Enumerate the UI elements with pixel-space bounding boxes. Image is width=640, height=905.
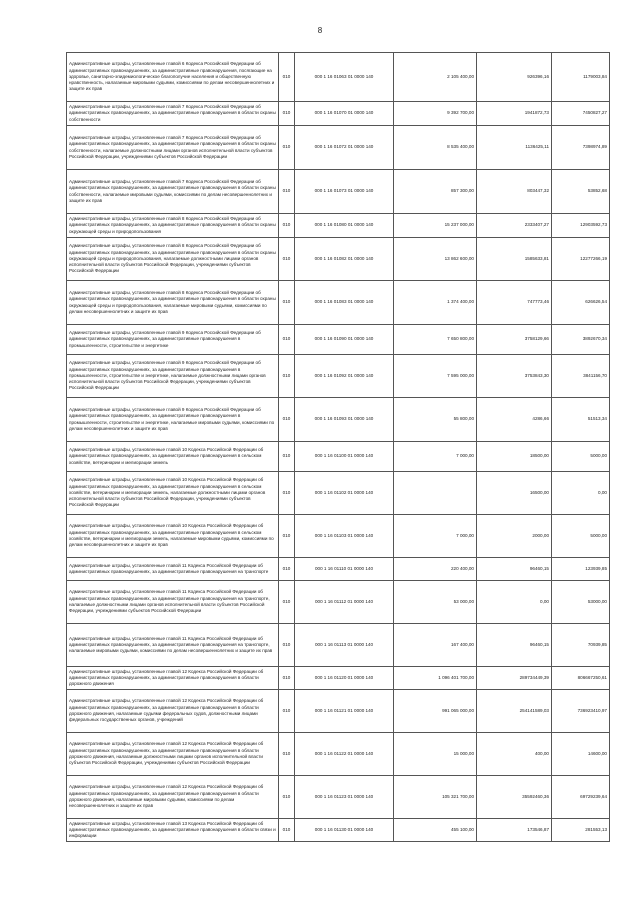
- row-classification-code: 000 1 16 01083 01 0000 140: [295, 281, 394, 325]
- row-line-code: 010: [279, 624, 295, 667]
- row-approved-amount: 53 000,00: [394, 581, 477, 624]
- row-description: Административные штрафы, установленные главой 10 Кодекса Российской Федерации об административных правонарушениях, за административные правонарушения в сельском хозяйстве, ветеринарии и мелиорации земель, налагаемые мировыми судьями, комиссиями по делам несовершеннолетних и защите их прав: [67, 515, 279, 558]
- table-row: [67, 558, 610, 581]
- row-description: Административные штрафы, установленные главой 9 Кодекса Российской Федерации об административных правонарушениях, за административные правонарушения в промышленности, строительстве и энергетике, налагаемые должностными лицами органов исполнительной власти субъектов Российской Федерации, учреждениями субъектов Российской Федерации: [67, 355, 279, 398]
- row-line-code: 010: [279, 558, 295, 581]
- table-row: [67, 442, 610, 472]
- table-row: [67, 472, 610, 515]
- row-classification-code: 000 1 16 01073 01 0000 140: [295, 170, 394, 214]
- row-unexecuted-amount: 806667250,61: [552, 667, 610, 690]
- row-classification-code: 000 1 16 01103 01 0000 140: [295, 515, 394, 558]
- row-unexecuted-amount: 7398974,89: [552, 126, 610, 170]
- table-row: [67, 819, 610, 842]
- row-description: Административные штрафы, установленные главой 11 Кодекса Российской Федерации об административных правонарушениях, за административные правонарушения на транспорте, налагаемые должностными лицами органов исполнительной власти субъектов Российской Федерации, учреждениями субъектов Российской Федерации: [67, 581, 279, 624]
- row-description: Административные штрафы, установленные главой 10 Кодекса Российской Федерации об административных правонарушениях, за административные правонарушения в сельском хозяйстве, ветеринарии и мелиорации земель, налагаемые должностными лицами органов исполнительной власти субъектов Российской Федерации, учреждениями субъектов Российской Федерации: [67, 472, 279, 515]
- table-row: [67, 325, 610, 355]
- row-classification-code: 000 1 16 01093 01 0000 140: [295, 398, 394, 442]
- row-executed-amount: 18500,00: [477, 442, 552, 472]
- row-unexecuted-amount: 53000,00: [552, 581, 610, 624]
- row-executed-amount: 16500,00: [477, 472, 552, 515]
- row-approved-amount: 13 862 600,00: [394, 238, 477, 281]
- row-line-code: 010: [279, 690, 295, 733]
- row-unexecuted-amount: 51513,34: [552, 398, 610, 442]
- row-approved-amount: 7 595 000,00: [394, 355, 477, 398]
- row-line-code: 010: [279, 102, 295, 126]
- row-approved-amount: 105 321 700,00: [394, 776, 477, 819]
- row-executed-amount: 3758129,66: [477, 325, 552, 355]
- row-approved-amount: 1 096 401 700,00: [394, 667, 477, 690]
- table-row: [67, 667, 610, 690]
- row-executed-amount: 3753843,30: [477, 355, 552, 398]
- row-classification-code: 000 1 16 01072 01 0000 140: [295, 126, 394, 170]
- row-classification-code: 000 1 16 01120 01 0000 140: [295, 667, 394, 690]
- row-unexecuted-amount: 3892670,34: [552, 325, 610, 355]
- row-approved-amount: 2 105 400,00: [394, 53, 477, 102]
- row-approved-amount: 15 237 000,00: [394, 214, 477, 238]
- table-row: [67, 355, 610, 398]
- row-line-code: 010: [279, 776, 295, 819]
- row-description: Административные штрафы, установленные главой 11 Кодекса Российской Федерации об административных правонарушениях, за административные правонарушения на транспорте, налагаемые мировыми судьями, комиссиями по делам несовершеннолетних и защите их прав: [67, 624, 279, 667]
- row-executed-amount: 254141589,03: [477, 690, 552, 733]
- row-approved-amount: 857 300,00: [394, 170, 477, 214]
- row-unexecuted-amount: 7450827,27: [552, 102, 610, 126]
- row-description: Административные штрафы, установленные главой 12 Кодекса Российской Федерации об административных правонарушениях, за административные правонарушения в области дорожного движения, налагаемые должностными лицами органов исполнительной власти субъектов Российской Федерации, учреждениями субъектов Российской Федерации: [67, 733, 279, 776]
- row-description: Административные штрафы, установленные главой 12 Кодекса Российской Федерации об административных правонарушениях, за административные правонарушения в области дорожного движения, налагаемые судьями федеральных судов, должностными лицами федеральных государственных органов, учреждений: [67, 690, 279, 733]
- row-unexecuted-amount: 281553,13: [552, 819, 610, 842]
- row-classification-code: 000 1 16 01130 01 0000 140: [295, 819, 394, 842]
- row-line-code: 010: [279, 733, 295, 776]
- row-description: Административные штрафы, установленные главой 7 Кодекса Российской Федерации об административных правонарушениях, за административные правонарушения в области охраны собственности: [67, 102, 279, 126]
- revenue-table: [66, 52, 610, 842]
- row-description: Административные штрафы, установленные главой 12 Кодекса Российской Федерации об административных правонарушениях, за административные правонарушения в области дорожного движения: [67, 667, 279, 690]
- table-row: [67, 515, 610, 558]
- row-classification-code: 000 1 16 01102 01 0000 140: [295, 472, 394, 515]
- row-line-code: 010: [279, 355, 295, 398]
- row-approved-amount: 55 800,00: [394, 398, 477, 442]
- row-description: Административные штрафы, установленные главой 8 Кодекса Российской Федерации об административных правонарушениях, за административные правонарушения в области охраны окружающей среды и природопользования, налагаемые мировыми судьями, комиссиями по делам несовершеннолетних и защите их прав: [67, 281, 279, 325]
- row-line-code: 010: [279, 398, 295, 442]
- row-description: Административные штрафы, установленные главой 9 Кодекса Российской Федерации об административных правонарушениях, за административные правонарушения в промышленности, строительстве и энергетике, налагаемые мировыми судьями, комиссиями по делам несовершеннолетних и защите их прав: [67, 398, 279, 442]
- table-row: [67, 624, 610, 667]
- row-classification-code: 000 1 16 01123 01 0000 140: [295, 776, 394, 819]
- row-approved-amount: 15 000,00: [394, 733, 477, 776]
- row-line-code: 010: [279, 442, 295, 472]
- row-classification-code: 000 1 16 01092 01 0000 140: [295, 355, 394, 398]
- row-classification-code: 000 1 16 01112 01 0000 140: [295, 581, 394, 624]
- row-executed-amount: 400,00: [477, 733, 552, 776]
- row-description: Административные штрафы, установленные главой 13 Кодекса Российской Федерации об административных правонарушениях, за административные правонарушения в области связи и информации: [67, 819, 279, 842]
- row-description: Административные штрафы, установленные главой 11 Кодекса Российской Федерации об административных правонарушениях, за административные правонарушения на транспорте: [67, 558, 279, 581]
- row-approved-amount: 9 392 700,00: [394, 102, 477, 126]
- table-row: [67, 102, 610, 126]
- row-description: Административные штрафы, установленные главой 7 Кодекса Российской Федерации об административных правонарушениях, за административные правонарушения в области охраны собственности, налагаемые мировыми судьями, комиссиями по делам несовершеннолетних и защите их прав: [67, 170, 279, 214]
- table-row: [67, 398, 610, 442]
- row-approved-amount: 167 400,00: [394, 624, 477, 667]
- row-executed-amount: 747773,46: [477, 281, 552, 325]
- row-unexecuted-amount: 5000,00: [552, 515, 610, 558]
- row-classification-code: 000 1 16 01082 01 0000 140: [295, 238, 394, 281]
- row-description: Административные штрафы, установленные главой 6 Кодекса Российской Федерации об административных правонарушениях, за административные правонарушения, посягающие на здоровье, санитарно-эпидемиологическое благополучие населения и общественную нравственность, налагаемые мировыми судьями, комиссиями по делам несовершеннолетних и защите их прав: [67, 53, 279, 102]
- row-line-code: 010: [279, 819, 295, 842]
- row-unexecuted-amount: 53852,68: [552, 170, 610, 214]
- row-unexecuted-amount: 3841156,70: [552, 355, 610, 398]
- row-line-code: 010: [279, 126, 295, 170]
- row-approved-amount: 7 650 800,00: [394, 325, 477, 355]
- row-approved-amount: [394, 472, 477, 515]
- row-executed-amount: 289734449,39: [477, 667, 552, 690]
- row-line-code: 010: [279, 238, 295, 281]
- row-classification-code: 000 1 16 01122 01 0000 140: [295, 733, 394, 776]
- row-unexecuted-amount: 12277266,19: [552, 238, 610, 281]
- row-executed-amount: 1585633,81: [477, 238, 552, 281]
- row-unexecuted-amount: 736923410,97: [552, 690, 610, 733]
- row-executed-amount: 35592460,36: [477, 776, 552, 819]
- row-executed-amount: 926396,16: [477, 53, 552, 102]
- table-row: [67, 238, 610, 281]
- table-row: [67, 170, 610, 214]
- row-executed-amount: 803447,32: [477, 170, 552, 214]
- row-line-code: 010: [279, 667, 295, 690]
- table-row: [67, 776, 610, 819]
- table-row: [67, 581, 610, 624]
- row-unexecuted-amount: 14600,00: [552, 733, 610, 776]
- row-approved-amount: 455 100,00: [394, 819, 477, 842]
- table-row: [67, 53, 610, 102]
- table-row: [67, 126, 610, 170]
- row-approved-amount: 991 065 000,00: [394, 690, 477, 733]
- table-row: [67, 733, 610, 776]
- row-approved-amount: 7 000,00: [394, 515, 477, 558]
- table-row: [67, 281, 610, 325]
- row-unexecuted-amount: 69729239,64: [552, 776, 610, 819]
- row-approved-amount: 8 535 400,00: [394, 126, 477, 170]
- table-row: [67, 214, 610, 238]
- row-line-code: 010: [279, 581, 295, 624]
- row-description: Административные штрафы, установленные главой 10 Кодекса Российской Федерации об административных правонарушениях, за административные правонарушения в сельском хозяйстве, ветеринарии и мелиорации земель: [67, 442, 279, 472]
- row-description: Административные штрафы, установленные главой 8 Кодекса Российской Федерации об административных правонарушениях, за административные правонарушения в области охраны окружающей среды и природопользования, налагаемые должностными лицами органов исполнительной власти субъектов Российской Федерации, учреждениями субъектов Российской Федерации: [67, 238, 279, 281]
- row-classification-code: 000 1 16 01090 01 0000 140: [295, 325, 394, 355]
- row-description: Административные штрафы, установленные главой 9 Кодекса Российской Федерации об административных правонарушениях, за административные правонарушения в промышленности, строительстве и энергетике: [67, 325, 279, 355]
- row-classification-code: 000 1 16 01063 01 0000 140: [295, 53, 394, 102]
- row-unexecuted-amount: 626626,54: [552, 281, 610, 325]
- row-unexecuted-amount: 5000,00: [552, 442, 610, 472]
- row-unexecuted-amount: 0,00: [552, 472, 610, 515]
- row-line-code: 010: [279, 515, 295, 558]
- row-classification-code: 000 1 16 01113 01 0000 140: [295, 624, 394, 667]
- row-classification-code: 000 1 16 01121 01 0000 140: [295, 690, 394, 733]
- row-executed-amount: 4286,66: [477, 398, 552, 442]
- page-number: 8: [317, 26, 323, 35]
- row-unexecuted-amount: 70939,85: [552, 624, 610, 667]
- row-classification-code: 000 1 16 01100 01 0000 140: [295, 442, 394, 472]
- row-unexecuted-amount: 12903592,73: [552, 214, 610, 238]
- row-executed-amount: 2333407,27: [477, 214, 552, 238]
- row-approved-amount: 7 000,00: [394, 442, 477, 472]
- row-description: Административные штрафы, установленные главой 7 Кодекса Российской Федерации об административных правонарушениях, за административные правонарушения в области охраны собственности, налагаемые должностными лицами органов исполнительной власти субъектов Российской Федерации, учреждениями субъектов Российской Федерации: [67, 126, 279, 170]
- row-executed-amount: 1941872,73: [477, 102, 552, 126]
- row-line-code: 010: [279, 214, 295, 238]
- row-executed-amount: 1136425,11: [477, 126, 552, 170]
- row-executed-amount: 0,00: [477, 581, 552, 624]
- row-line-code: 010: [279, 53, 295, 102]
- row-executed-amount: 173546,87: [477, 819, 552, 842]
- row-classification-code: 000 1 16 01070 01 0000 140: [295, 102, 394, 126]
- table-row: [67, 690, 610, 733]
- row-executed-amount: 96460,15: [477, 624, 552, 667]
- row-executed-amount: 96460,15: [477, 558, 552, 581]
- row-approved-amount: 1 374 400,00: [394, 281, 477, 325]
- row-classification-code: 000 1 16 01110 01 0000 140: [295, 558, 394, 581]
- row-line-code: 010: [279, 325, 295, 355]
- row-unexecuted-amount: 123939,85: [552, 558, 610, 581]
- row-classification-code: 000 1 16 01080 01 0000 140: [295, 214, 394, 238]
- row-description: Административные штрафы, установленные главой 12 Кодекса Российской Федерации об административных правонарушениях, за административные правонарушения в области дорожного движения, налагаемые мировыми судьями, комиссиями по делам несовершеннолетних и защите их прав: [67, 776, 279, 819]
- row-line-code: 010: [279, 472, 295, 515]
- row-description: Административные штрафы, установленные главой 8 Кодекса Российской Федерации об административных правонарушениях, за административные правонарушения в области охраны окружающей среды и природопользования: [67, 214, 279, 238]
- row-unexecuted-amount: 1179003,84: [552, 53, 610, 102]
- row-line-code: 010: [279, 170, 295, 214]
- row-line-code: 010: [279, 281, 295, 325]
- row-approved-amount: 220 400,00: [394, 558, 477, 581]
- row-executed-amount: 2000,00: [477, 515, 552, 558]
